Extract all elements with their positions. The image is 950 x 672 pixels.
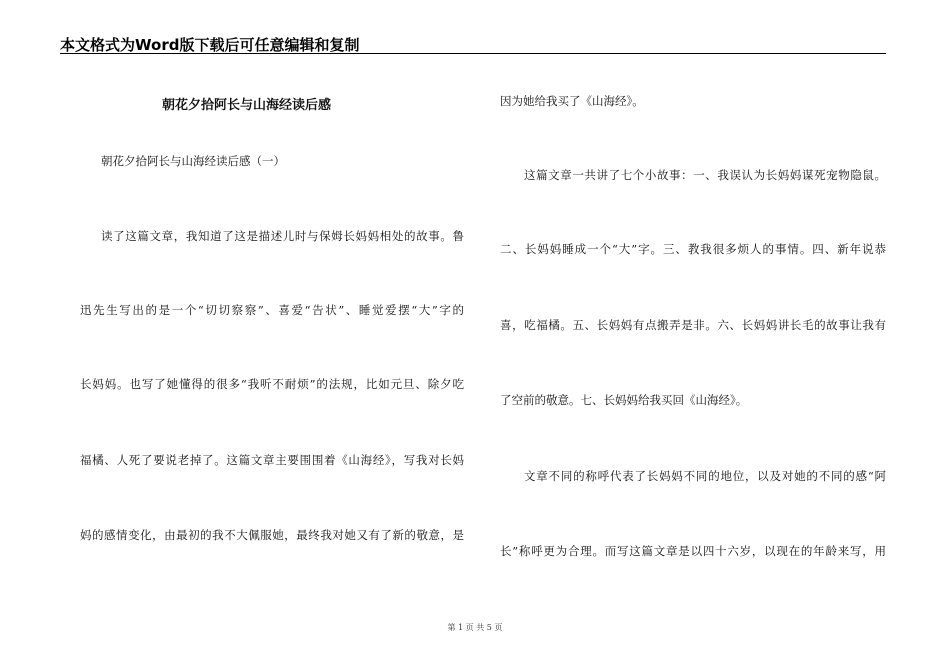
text-line: 福橘、人死了要说老掉了。这篇文章主要围围着《山海经》，写我对长妈 [80,453,464,467]
document-title: 朝花夕拾阿长与山海经读后感 [162,98,332,113]
text-line: 喜，吃福橘。五、长妈妈有点搬弄是非。六、长妈妈讲长毛的故事让我有 [500,318,886,332]
text-line: 因为她给我买了《山海经》。 [500,94,644,108]
paragraph-heading: 朝花夕拾阿长与山海经读后感（一） [101,154,285,168]
header-banner: 本文格式为Word版下载后可任意编辑和复制 [60,36,360,54]
text-line: 二、长妈妈睡成一个“大”字。三、教我很多烦人的事情。四、新年说恭 [500,242,886,256]
text-line: 文章不同的称呼代表了长妈妈不同的地位，以及对她的不同的感“阿 [524,469,886,483]
text-line: 读了这篇文章，我知道了这是描述儿时与保姆长妈妈相处的故事。鲁 [101,229,464,243]
text-line: 妈的感情变化，由最初的我不大佩服她，最终我对她又有了新的敬意，是 [80,528,464,542]
text-line: 长”称呼更为合理。而写这篇文章是以四十六岁，以现在的年龄来写，用 [500,544,886,558]
text-line: 这篇文章一共讲了七个小故事：一、我误认为长妈妈谋死宠物隐鼠。 [524,168,886,182]
header-divider [60,53,886,54]
text-line: 了空前的敬意。七、长妈妈给我买回《山海经》。 [500,393,748,407]
text-line: 长妈妈。也写了她懂得的很多“我听不耐烦”的法规，比如元旦、除夕吃 [80,377,464,391]
text-line: 迅先生写出的是一个“切切察察”、喜爱“告状”、睡觉爱摆“大”字的 [80,303,464,317]
page-number: 第 1 页 共 5 页 [447,623,503,632]
